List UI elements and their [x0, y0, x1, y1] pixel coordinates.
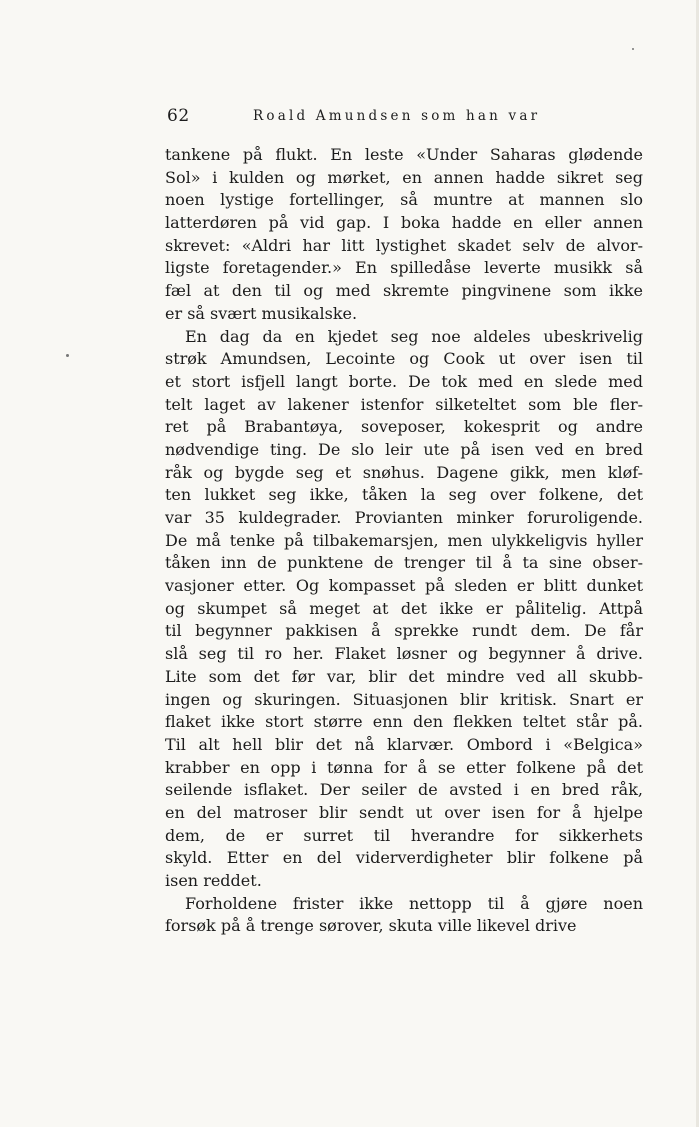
- text-line: krabber en opp i tønna for å se etter folkene på det: [165, 757, 643, 777]
- text-line: fæl at den til og med skremte pingvinene som ikke: [165, 281, 643, 301]
- text-line: ret på Brabantøya, soveposer, kokesprit og andre: [165, 417, 643, 437]
- text-line: flaket ikke stort større enn den flekken teltet står på.: [165, 712, 643, 732]
- paragraph: [165, 326, 643, 893]
- text-line: Sol» i kulden og mørket, en annen hadde sikret seg: [165, 167, 643, 187]
- text-line: ten lukket seg ikke, tåken la seg over folkene, det: [165, 485, 643, 505]
- print-speck: [66, 354, 69, 357]
- text-line: var 35 kuldegrader. Provianten minker foruroligende.: [165, 508, 643, 527]
- text-line: ingen og skuringen. Situasjonen blir kritisk. Snart er: [165, 689, 643, 709]
- paragraph: [165, 144, 643, 326]
- text-line: En dag da en kjedet seg noe aldeles ubeskrivelig: [185, 326, 643, 346]
- text-line: Lite som det før var, blir det mindre ved all skubb-: [165, 666, 643, 686]
- text-line: slå seg til ro her. Flaket løsner og begynner å drive.: [165, 644, 643, 664]
- paragraph: [165, 893, 643, 938]
- text-line: telt laget av lakener istenfor silketeltet som ble fler-: [165, 394, 643, 414]
- text-line: dem, de er surret til hverandre for sikkerhets: [165, 825, 643, 845]
- text-line: til begynner pakkisen å sprekke rundt dem. De får: [165, 621, 643, 641]
- text-line: er så svært musikalske.: [165, 303, 358, 323]
- body-text: [165, 144, 643, 938]
- text-line: vasjoner etter. Og kompasset på sleden er blitt dunket: [165, 576, 643, 596]
- text-line: nødvendige ting. De slo leir ute på isen ved en bred: [165, 439, 643, 459]
- text-line: De må tenke på tilbakemarsjen, men ulykkeligvis hyller: [165, 530, 643, 550]
- text-line: strøk Amundsen, Lecointe og Cook ut over isen til: [165, 349, 643, 369]
- page-header: [167, 106, 645, 130]
- text-line: skrevet: «Aldri har litt lystighet skadet selv de alvor-: [165, 235, 643, 255]
- text-line: tankene på flukt. En leste «Under Saharas glødende: [165, 145, 643, 164]
- text-line: noen lystige fortellinger, så muntre at mannen slo: [165, 190, 643, 210]
- text-line: seilende isflaket. Der seiler de avsted i en bred råk,: [165, 780, 643, 800]
- text-line: Til alt hell blir det nå klarvær. Ombord i «Belgica»: [165, 734, 643, 754]
- text-line: en del matroser blir sendt ut over isen for å hjelpe: [165, 802, 643, 822]
- text-line: forsøk på å trenge sørover, skuta ville likevel drive: [165, 916, 577, 936]
- print-speck: [632, 48, 634, 50]
- running-head: Roald Amundsen som han var: [253, 108, 541, 124]
- text-line: råk og bygde seg et snøhus. Dagene gikk, men kløf-: [165, 462, 643, 482]
- text-line: tåken inn de punktene de trenger til å ta sine obser-: [165, 553, 643, 573]
- text-line: Forholdene frister ikke nettopp til å gjøre noen: [185, 893, 643, 913]
- text-line: skyld. Etter en del viderverdigheter blir folkene på: [165, 848, 643, 868]
- text-line: latterdøren på vid gap. I boka hadde en eller annen: [165, 213, 643, 233]
- text-line: et stort isfjell langt borte. De tok med en slede med: [165, 371, 643, 391]
- text-line: isen reddet.: [165, 871, 262, 890]
- text-line: og skumpet så meget at det ikke er pålitelig. Attpå: [165, 598, 643, 618]
- page-number: 62: [167, 106, 190, 126]
- text-line: ligste foretagender.» En spilledåse leverte musikk så: [165, 258, 643, 278]
